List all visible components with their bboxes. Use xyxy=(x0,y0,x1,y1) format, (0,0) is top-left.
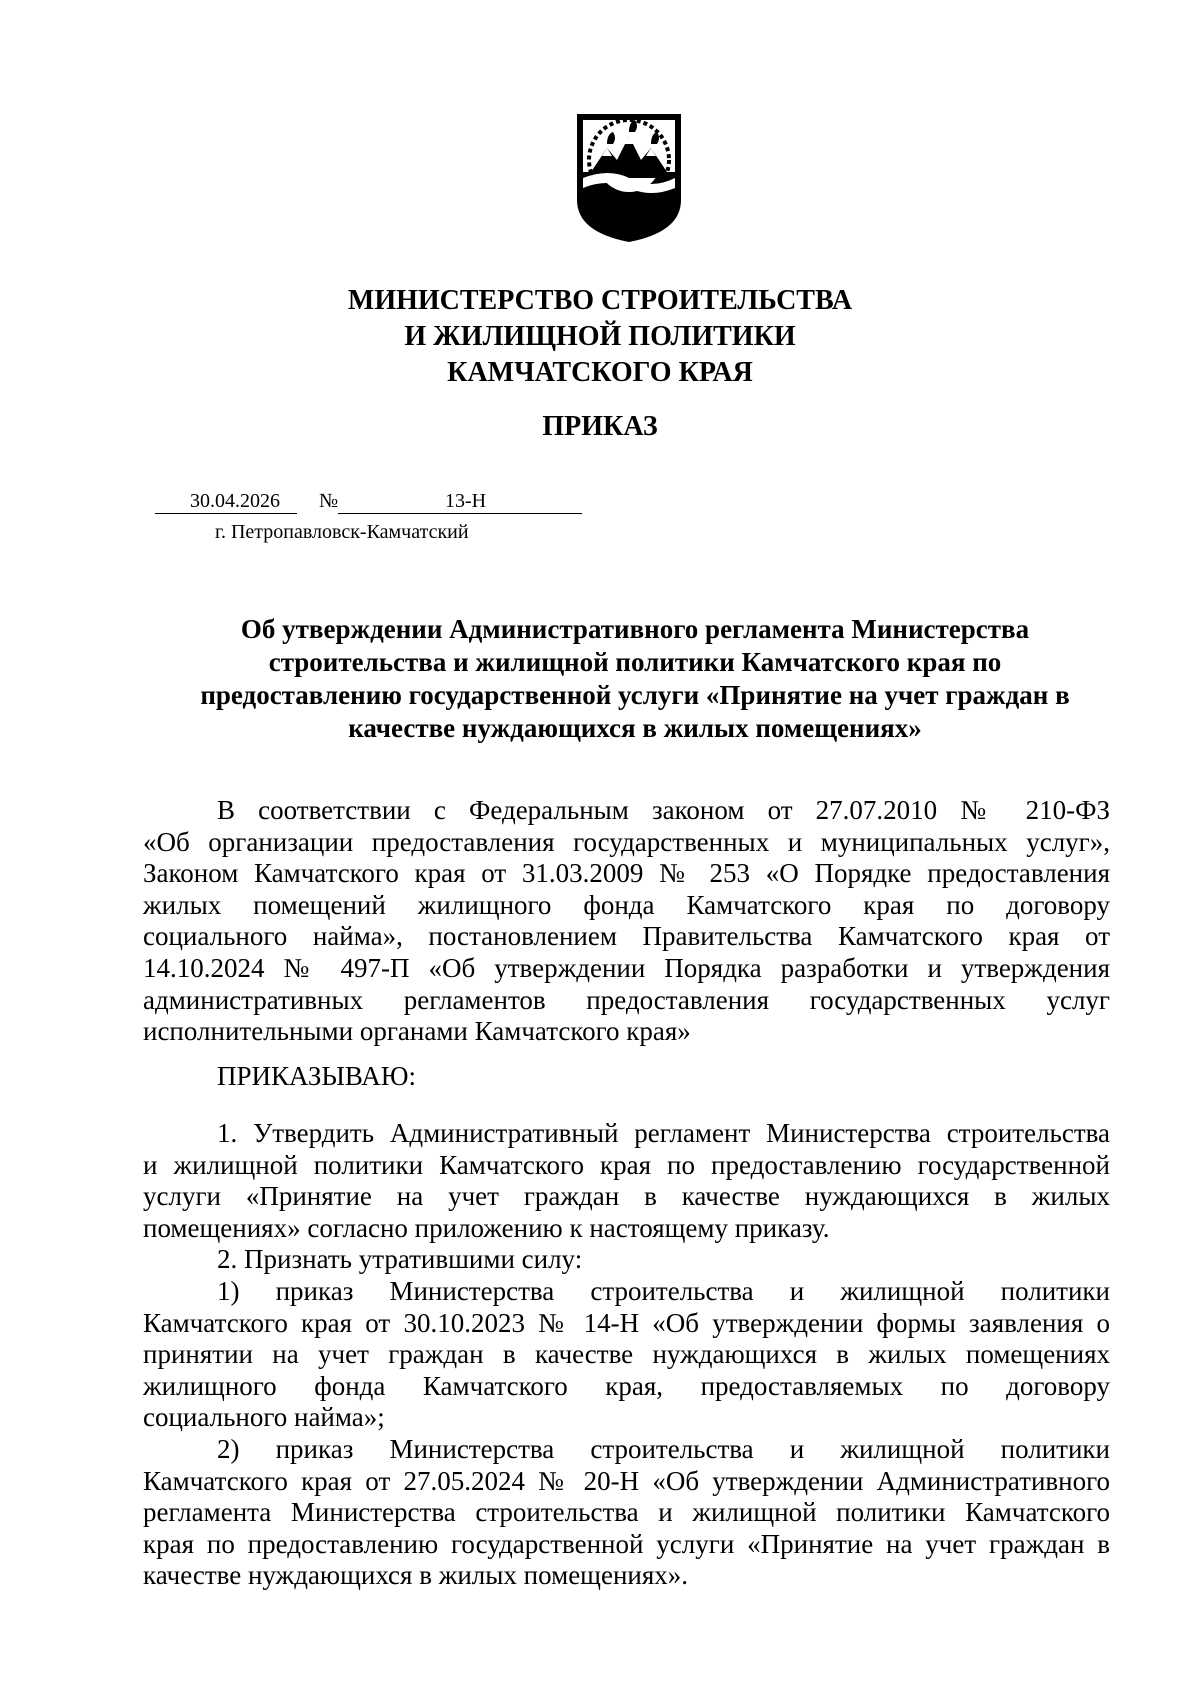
preamble-line: Законом Камчатского края от 31.03.2009 № 253 «О Порядке предоставления xyxy=(143,858,1110,889)
ministry-name xyxy=(0,283,1200,391)
sub-item-2-line: 2) приказ Министерства строительства и жилищной политики xyxy=(217,1433,1110,1464)
item-1-line: помещениях» согласно приложению к настоящему приказу. xyxy=(143,1212,830,1243)
item-1-line: и жилищной политики Камчатского края по предоставлению государственной xyxy=(143,1149,1110,1180)
sub-item-1-line: жилищного фонда Камчатского края, предоставляемых по договору xyxy=(143,1370,1110,1401)
order-subject xyxy=(160,613,1110,745)
preamble-line: исполнительными органами Камчатского края» xyxy=(143,1016,691,1047)
sub-item-1-line: принятии на учет граждан в качестве нуждающихся в жилых помещениях xyxy=(143,1339,1110,1370)
subject-line: строительства и жилищной политики Камчатского края по xyxy=(268,647,1002,677)
preamble-line: «Об организации предоставления государственных и муниципальных услуг», xyxy=(143,826,1110,857)
directive-text: ПРИКАЗЫВАЮ: xyxy=(217,1061,416,1091)
preamble-line: жилых помещений жилищного фонда Камчатского края по договору xyxy=(143,889,1110,920)
subject-line: Об утверждении Административного регламента Министерства xyxy=(240,614,1030,644)
preamble-line: административных регламентов предоставления государственных услуг xyxy=(143,984,1110,1015)
ministry-line: МИНИСТЕРСТВО СТРОИТЕЛЬСТВА xyxy=(347,285,853,316)
subject-line: предоставлению государственной услуги «Принятие на учет граждан в xyxy=(200,680,1070,710)
item-1-line: услуги «Принятие на учет граждан в качестве нуждающихся в жилых xyxy=(143,1181,1110,1212)
preamble-line: 14.10.2024 № 497-П «Об утверждении Порядка разработки и утверждения xyxy=(143,952,1110,983)
preamble-line: социального найма», постановлением Правительства Камчатского края от xyxy=(143,921,1110,952)
sub-item-1-line: 1) приказ Министерства строительства и жилищной политики xyxy=(217,1275,1110,1306)
ministry-line: И ЖИЛИЩНОЙ ПОЛИТИКИ xyxy=(404,321,796,352)
order-items xyxy=(143,1118,1110,1592)
order-title: ПРИКАЗ xyxy=(542,411,658,442)
sub-item-2-line: качестве нуждающихся в жилых помещениях». xyxy=(143,1560,689,1591)
directive xyxy=(143,1061,1110,1093)
order-date: 30.04.2026 xyxy=(190,490,280,512)
city-name: г. Петропавловск-Камчатский xyxy=(215,521,469,543)
sub-item-2-line: края по предоставлению государственной услуги «Принятие на учет граждан в xyxy=(143,1528,1110,1559)
item-1-line: 1. Утвердить Административный регламент Министерства строительства xyxy=(217,1118,1110,1148)
ministry-line: КАМЧАТСКОГО КРАЯ xyxy=(447,357,753,388)
subject-line: качестве нуждающихся в жилых помещениях» xyxy=(348,713,922,743)
order-number: 13-Н xyxy=(445,490,487,512)
number-sign: № xyxy=(319,490,339,512)
sub-item-1-line: Камчатского края от 30.10.2023 № 14-Н «Об утверждении формы заявления о xyxy=(143,1307,1110,1338)
preamble-line: В соответствии с Федеральным законом от 27.07.2010 № 210-ФЗ xyxy=(217,795,1110,825)
sub-item-2-line: Камчатского края от 27.05.2024 № 20-Н «Об утверждении Административного xyxy=(143,1465,1110,1496)
sub-item-2-line: регламента Министерства строительства и жилищной политики Камчатского xyxy=(143,1497,1110,1528)
sub-item-1-line: социального найма»; xyxy=(143,1402,385,1433)
item-2: 2. Признать утратившими силу: xyxy=(217,1244,583,1275)
preamble xyxy=(143,795,1110,1048)
coat-of-arms-emblem xyxy=(573,108,685,244)
